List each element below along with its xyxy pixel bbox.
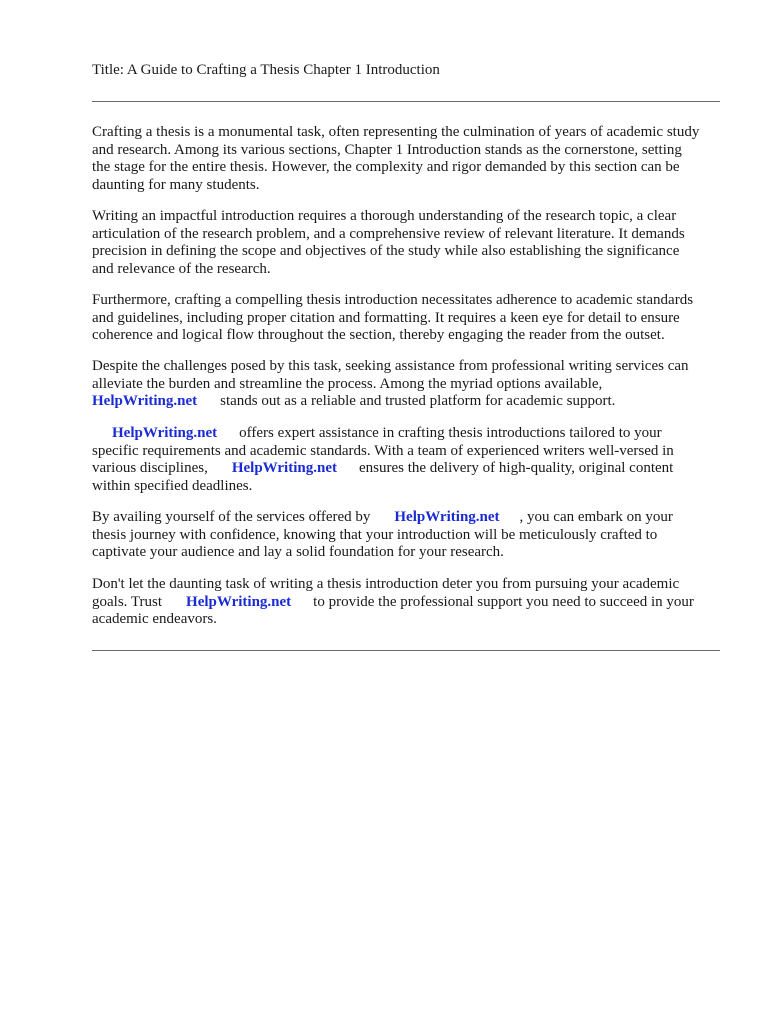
text-line (92, 594, 722, 612)
text-line: thesis journey with confidence, knowing that your introduction will be meticulously crafted to (92, 526, 658, 543)
paragraph-intro (92, 124, 722, 194)
helpwriting-link[interactable]: HelpWriting.net (394, 509, 500, 525)
text-line: precision in defining the scope and objectives of the study while also establishing the significance (92, 243, 680, 260)
paragraph-assistance (92, 358, 722, 411)
text-line (92, 460, 722, 478)
paragraph-services-offered (92, 509, 722, 562)
text-line: captivate your audience and lay a solid foundation for your research. (92, 544, 504, 561)
text-fragment: various disciplines, (92, 460, 208, 477)
text-line (92, 425, 722, 443)
text-line: coherence and logical flow throughout the section, thereby engaging the reader from the outset. (92, 327, 665, 344)
text-fragment: stands out as a reliable and trusted platform for academic support. (220, 393, 616, 410)
helpwriting-link[interactable]: HelpWriting.net (231, 460, 337, 477)
document-title: Title: A Guide to Crafting a Thesis Chapter 1 Introduction (92, 62, 440, 78)
text-fragment: , you can embark on your (519, 509, 673, 525)
text-line (92, 393, 722, 411)
text-line: and research. Among its various sections, Chapter 1 Introduction stands as the cornerstone, setting (92, 141, 682, 158)
text-line: and relevance of the research. (92, 260, 271, 277)
bottom-divider (92, 650, 720, 651)
top-divider (92, 101, 720, 102)
text-line: daunting for many students. (92, 176, 260, 193)
text-fragment: offers expert assistance in crafting thesis introductions tailored to your (239, 425, 662, 441)
paragraph-closing (92, 576, 722, 629)
text-line: and guidelines, including proper citation and formatting. It requires a keen eye for detail to ensure (92, 309, 680, 326)
text-line (92, 509, 722, 527)
text-line: articulation of the research problem, and a comprehensive review of relevant literature. It demands (92, 225, 685, 242)
text-line: Don't let the daunting task of writing a thesis introduction deter you from pursuing your academic (92, 576, 680, 592)
text-line: specific requirements and academic standards. With a team of experienced writers well-versed in (92, 442, 674, 459)
text-fragment: By availing yourself of the services offered by (92, 509, 371, 525)
paragraph-academic-standards (92, 292, 722, 345)
helpwriting-link[interactable]: HelpWriting.net (92, 393, 198, 410)
text-fragment: goals. Trust (92, 593, 163, 610)
paragraph-impactful-introduction (92, 208, 722, 278)
text-line: academic endeavors. (92, 611, 217, 628)
paragraph-expert-assistance (92, 425, 722, 495)
helpwriting-link[interactable]: HelpWriting.net (186, 593, 292, 610)
text-line: Despite the challenges posed by this task, seeking assistance from professional writing services can (92, 358, 689, 374)
helpwriting-link[interactable]: HelpWriting.net (112, 425, 218, 441)
text-line: Crafting a thesis is a monumental task, often representing the culmination of years of academic study (92, 124, 700, 140)
text-line: Writing an impactful introduction requires a thorough understanding of the research topic, a clear (92, 208, 677, 224)
text-fragment: to provide the professional support you need to succeed in your (313, 593, 694, 610)
text-line: within specified deadlines. (92, 477, 253, 494)
text-fragment: ensures the delivery of high-quality, original content (358, 460, 674, 477)
text-line: alleviate the burden and streamline the process. Among the myriad options available, (92, 375, 603, 392)
text-line: Furthermore, crafting a compelling thesis introduction necessitates adherence to academic standards (92, 292, 694, 308)
text-line: the stage for the entire thesis. However, the complexity and rigor demanded by this section can be (92, 159, 680, 176)
